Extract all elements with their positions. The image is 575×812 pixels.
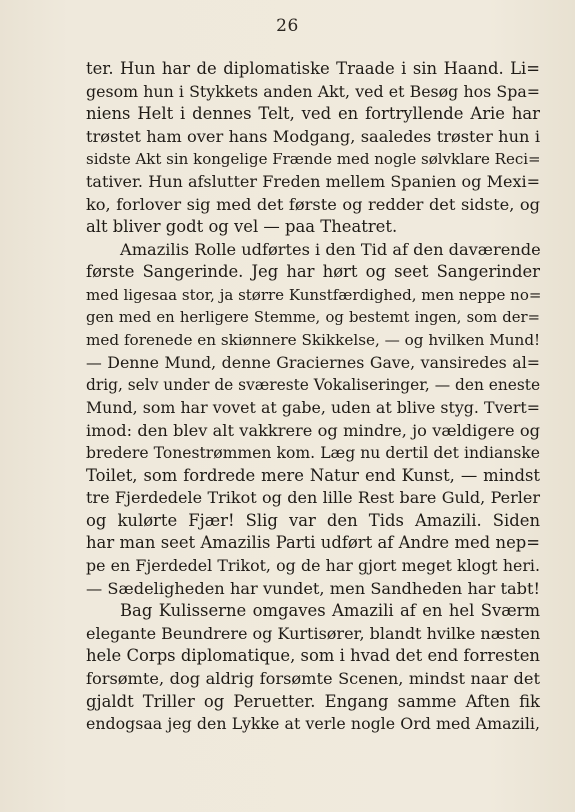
- text-line: tre Fjerdedele Trikot og den lille Rest bare Guld, Perler: [86, 488, 540, 508]
- text-line: har man seet Amazilis Parti udført af Andre med nep=: [86, 533, 540, 553]
- text-line: første Sangerinde. Jeg har hørt og seet Sangerinder: [86, 262, 540, 282]
- text-line: — Sædeligheden har vundet, men Sandheden har tabt!: [86, 578, 540, 598]
- text-line: sidste Akt sin kongelige Frænde med nogle sølvklare Reci=: [86, 150, 541, 169]
- text-line: med ligesaa stor, ja større Kunstfærdighed, men neppe no=: [86, 285, 542, 304]
- text-line: ko, forlover sig med det første og redder det sidste, og: [86, 194, 540, 214]
- text-line: niens Helt i dennes Telt, ved en fortryllende Arie har: [86, 104, 540, 124]
- text-line: imod: den blev alt vakkrere og mindre, jo vældigere og: [86, 420, 540, 440]
- text-line: bredere Tonestrømmen kom. Læg nu dertil det indianske: [86, 444, 540, 463]
- text-line: Toilet, som fordrede mere Natur end Kunst, — mindst: [86, 465, 540, 485]
- text-line: Bag Kulisserne omgaves Amazili af en hel Sværm: [120, 601, 540, 621]
- text-line: trøstet ham over hans Modgang, saaledes trøster hun i: [86, 126, 540, 146]
- page-number: 26: [276, 16, 299, 36]
- text-line: gesom hun i Stykkets anden Akt, ved et Besøg hos Spa=: [86, 81, 540, 101]
- text-line: ter. Hun har de diplomatiske Traade i sin Haand. Li=: [86, 59, 540, 78]
- text-line: gen med en herligere Stemme, og bestemt ingen, som der=: [86, 308, 540, 326]
- text-line: og kulørte Fjær! Slig var den Tids Amazili. Siden: [86, 510, 540, 530]
- text-line: Mund, som har vovet at gabe, uden at blive styg. Tvert=: [86, 397, 540, 417]
- text-line: tativer. Hun afslutter Freden mellem Spanien og Mexi=: [86, 171, 540, 191]
- text-line: Amazilis Rolle udførtes i den Tid af den daværende: [120, 239, 541, 259]
- text-line: alt bliver godt og vel — paa Theatret.: [86, 217, 398, 237]
- text-line: pe en Fjerdedel Trikot, og de har gjort meget klogt heri.: [86, 556, 540, 576]
- text-line: elegante Beundrere og Kurtisører, blandt hvilke næsten: [86, 623, 541, 643]
- text-line: — Denne Mund, denne Graciernes Gave, vansiredes al=: [86, 352, 540, 372]
- text-line: hele Corps diplomatique, som i hvad det end forresten: [86, 646, 540, 666]
- text-line: gjaldt Triller og Peruetter. Engang samme Aften fik: [86, 691, 540, 711]
- text-line: drig, selv under de sværeste Vokaliseringer, — den eneste: [86, 376, 541, 395]
- text-line: med forenede en skiønnere Skikkelse, — og hvilken Mund!: [86, 331, 541, 350]
- text-line: endogsaa jeg den Lykke at verle nogle Ord med Amazili,: [86, 714, 540, 734]
- body-text: [86, 58, 540, 736]
- text-line: forsømte, dog aldrig forsømte Scenen, mindst naar det: [86, 669, 540, 689]
